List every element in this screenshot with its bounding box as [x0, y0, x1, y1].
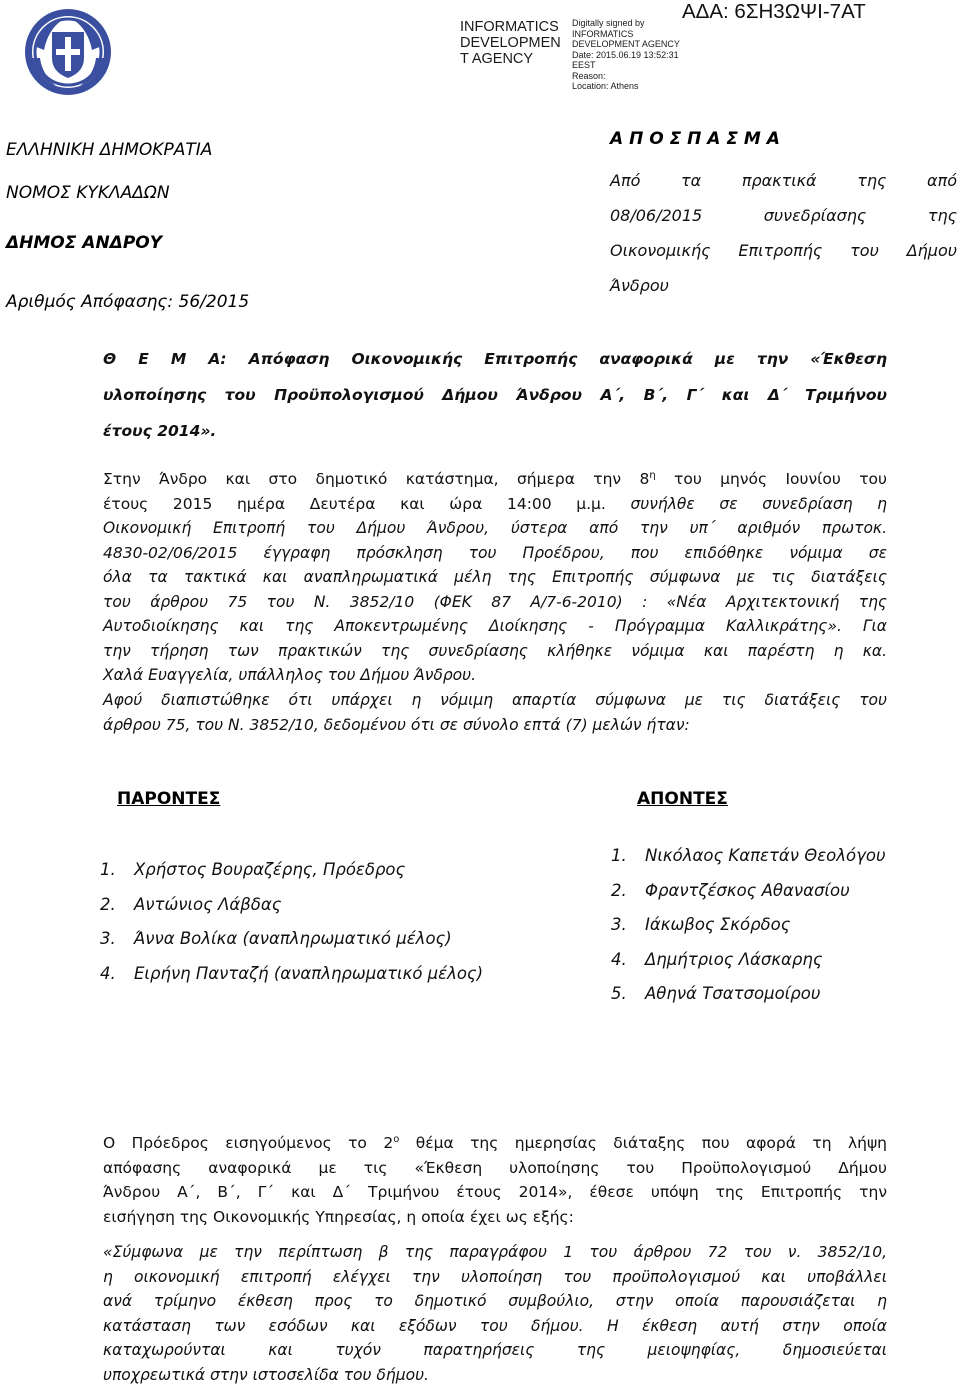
greek-coat-of-arms-icon — [22, 6, 114, 98]
list-item — [100, 893, 483, 928]
list-item — [611, 913, 886, 948]
subject-line: υλοποίησης του Προϋπολογισμού Δήμου Άνδρου Α΄, Β΄, Γ΄ και Δ΄ Τριμήνου — [103, 381, 887, 417]
present-heading: ΠΑΡΟΝΤΕΣ — [117, 789, 220, 809]
member-name: Νικόλαος Καπετάν Θεολόγου — [645, 846, 886, 865]
item-number: 3. — [611, 913, 645, 937]
member-name: Αντώνιος Λάβδας — [134, 895, 281, 914]
paragraph-line: καταχωρούνται και τυχόν παρατηρήσεις της μειοψηφίας, δημοσιεύεται — [103, 1338, 887, 1363]
list-item — [100, 962, 483, 997]
item-number: 3. — [100, 927, 134, 951]
text-run: έτους 2015 ημέρα Δευτέρα και ώρα 14:00 μ.μ. — [103, 495, 630, 513]
quorum-paragraph — [103, 688, 887, 737]
signing-agency — [460, 19, 561, 67]
signature-line: Location: Athens — [572, 81, 680, 92]
item-number: 1. — [611, 844, 645, 868]
paragraph-line: Χαλά Ευαγγελία, υπάλληλος του Δήμου Άνδρου. — [103, 663, 887, 688]
list-item — [611, 879, 886, 914]
paragraph-line: η οικονομική επιτροπή ελέγχει την υλοποίηση του προϋπολογισμού και υποβάλλει — [103, 1265, 887, 1290]
paragraph-line — [103, 467, 887, 492]
signature-line: Reason: — [572, 71, 680, 82]
member-name: Δημήτριος Λάσκαρης — [645, 950, 823, 969]
absent-list — [611, 844, 886, 1017]
text-run: Στην Άνδρο και στο δημοτικό κατάστημα, σήμερα την 8 — [103, 470, 649, 488]
paragraph-line: «Σύμφωνα με την περίπτωση β της παραγράφου 1 του άρθρου 72 του ν. 3852/10, — [103, 1240, 887, 1265]
list-item — [100, 858, 483, 893]
item-number: 2. — [100, 893, 134, 917]
item-number: 2. — [611, 879, 645, 903]
republic-title: ΕΛΛΗΝΙΚΗ ΔΗΜΟΚΡΑΤΙΑ — [6, 140, 212, 160]
signature-line: EEST — [572, 60, 680, 71]
paragraph-line: υποχρεωτικά στην ιστοσελίδα του δήμου. — [103, 1363, 887, 1387]
paragraph-line: Αφού διαπιστώθηκε ότι υπάρχει η νόμιμη απαρτία σύμφωνα με τις διατάξεις του — [103, 688, 887, 713]
member-name: Χρήστος Βουραζέρης, Πρόεδρος — [134, 860, 405, 879]
paragraph-line: 4830-02/06/2015 έγγραφη πρόσκληση του Προέδρου, που επιδόθηκε νόμιμα σε — [103, 541, 887, 566]
decision-number: Αριθμός Απόφασης: 56/2015 — [6, 292, 249, 312]
paragraph-line: όλα τα τακτικά και αναπληρωματικά μέλη της Επιτροπής σύμφωνα με τις διατάξεις — [103, 565, 887, 590]
paragraph-line: την τήρηση των πρακτικών της συνεδρίασης κλήθηκε νόμιμα και παρέστη η κα. — [103, 639, 887, 664]
paragraph-line: απόφασης αναφορικά με τις «Έκθεση υλοποίησης του Προϋπολογισμού Δήμου — [103, 1156, 887, 1181]
excerpt-title: Α Π Ο Σ Π Α Σ Μ Α — [610, 129, 780, 149]
paragraph-line: άρθρου 75, του Ν. 3852/10, δεδομένου ότι σε σύνολο επτά (7) μελών ήταν: — [103, 713, 887, 738]
member-name: Άννα Βολίκα (αναπληρωματικό μέλος) — [134, 929, 452, 948]
text-run: συνήλθε σε συνεδρίαση η — [630, 495, 887, 513]
list-item — [611, 982, 886, 1017]
list-item — [611, 948, 886, 983]
agency-line: T AGENCY — [460, 51, 561, 67]
subject-line: Θ Ε Μ Α: Απόφαση Οικονομικής Επιτροπής αναφορικά με την «Έκθεση — [103, 345, 887, 381]
text-run: του μηνός Ιουνίου του — [656, 470, 887, 488]
paragraph-line: Αυτοδιοίκησης και της Αποκεντρωμένης Διοίκησης - Πρόγραμμα Καλλικράτης». Για — [103, 614, 887, 639]
digital-signature-details — [572, 18, 680, 92]
superscript: ο — [393, 1134, 399, 1145]
paragraph-line — [103, 1131, 887, 1156]
member-name: Φραντζέσκος Αθανασίου — [645, 881, 850, 900]
excerpt-line: Από τα πρακτικά της από — [610, 168, 957, 203]
member-name: Ειρήνη Πανταζή (αναπληρωματικό μέλος) — [134, 964, 483, 983]
paragraph-line: εισήγηση της Οικονομικής Υπηρεσίας, η οποία έχει ως εξής: — [103, 1205, 887, 1230]
excerpt-line: Άνδρου — [610, 273, 957, 308]
superscript: η — [649, 470, 655, 481]
paragraph-line — [103, 492, 887, 517]
excerpt-line: 08/06/2015 συνεδρίασης της — [610, 203, 957, 238]
paragraph-line: ανά τρίμηνο έκθεση προς το δημοτικό συμβούλιο, στην οποία παρουσιάζεται η — [103, 1289, 887, 1314]
item-number: 4. — [100, 962, 134, 986]
paragraph-line: Άνδρου Α΄, Β΄, Γ΄ και Δ΄ Τριμήνου έτους 2014», έθεσε υπόψη της Επιτροπής την — [103, 1180, 887, 1205]
list-item — [100, 927, 483, 962]
paragraph-line: του άρθρου 75 του Ν. 3852/10 (ΦΕΚ 87 Α/7-6-2010) : «Νέα Αρχιτεκτονική της — [103, 590, 887, 615]
member-name: Αθηνά Τσατσομοίρου — [645, 984, 820, 1003]
item-number: 4. — [611, 948, 645, 972]
subject-heading — [103, 345, 887, 453]
agency-line: DEVELOPMEN — [460, 35, 561, 51]
subject-line: έτους 2014». — [103, 417, 887, 453]
item-number: 1. — [100, 858, 134, 882]
agency-line: INFORMATICS — [460, 19, 561, 35]
meeting-paragraph — [103, 467, 887, 688]
municipality-title: ΔΗΜΟΣ ΑΝΔΡΟΥ — [6, 233, 162, 253]
present-list — [100, 858, 483, 996]
paragraph-line: Οικονομική Επιτροπή του Δήμου Άνδρου, ύστερα από την υπ΄ αριθμόν πρωτοκ. — [103, 516, 887, 541]
absent-heading: ΑΠΟΝΤΕΣ — [637, 789, 728, 809]
text-run: θέμα της ημερησίας διάταξης που αφορά τη λήψη — [399, 1134, 887, 1152]
item-number: 5. — [611, 982, 645, 1006]
list-item — [611, 844, 886, 879]
prefecture-title: ΝΟΜΟΣ ΚΥΚΛΑΔΩΝ — [6, 183, 170, 203]
paragraph-line: κατάσταση των εσόδων και εξόδων του δήμου. Η έκθεση αυτή στην οποία — [103, 1314, 887, 1339]
signature-line: Date: 2015.06.19 13:52:31 — [572, 50, 680, 61]
signature-line: DEVELOPMENT AGENCY — [572, 39, 680, 50]
excerpt-source — [610, 168, 957, 308]
member-name: Ιάκωβος Σκόρδος — [645, 915, 790, 934]
ada-code: ΑΔΑ: 6ΣΗ3ΩΨΙ-7ΑΤ — [682, 0, 866, 24]
signature-line: INFORMATICS — [572, 29, 680, 40]
signature-line: Digitally signed by — [572, 18, 680, 29]
proposal-paragraph — [103, 1131, 887, 1229]
text-run: Ο Πρόεδρος εισηγούμενος το 2 — [103, 1134, 393, 1152]
excerpt-line: Οικονομικής Επιτροπής του Δήμου — [610, 238, 957, 273]
legal-quote-paragraph — [103, 1240, 887, 1387]
